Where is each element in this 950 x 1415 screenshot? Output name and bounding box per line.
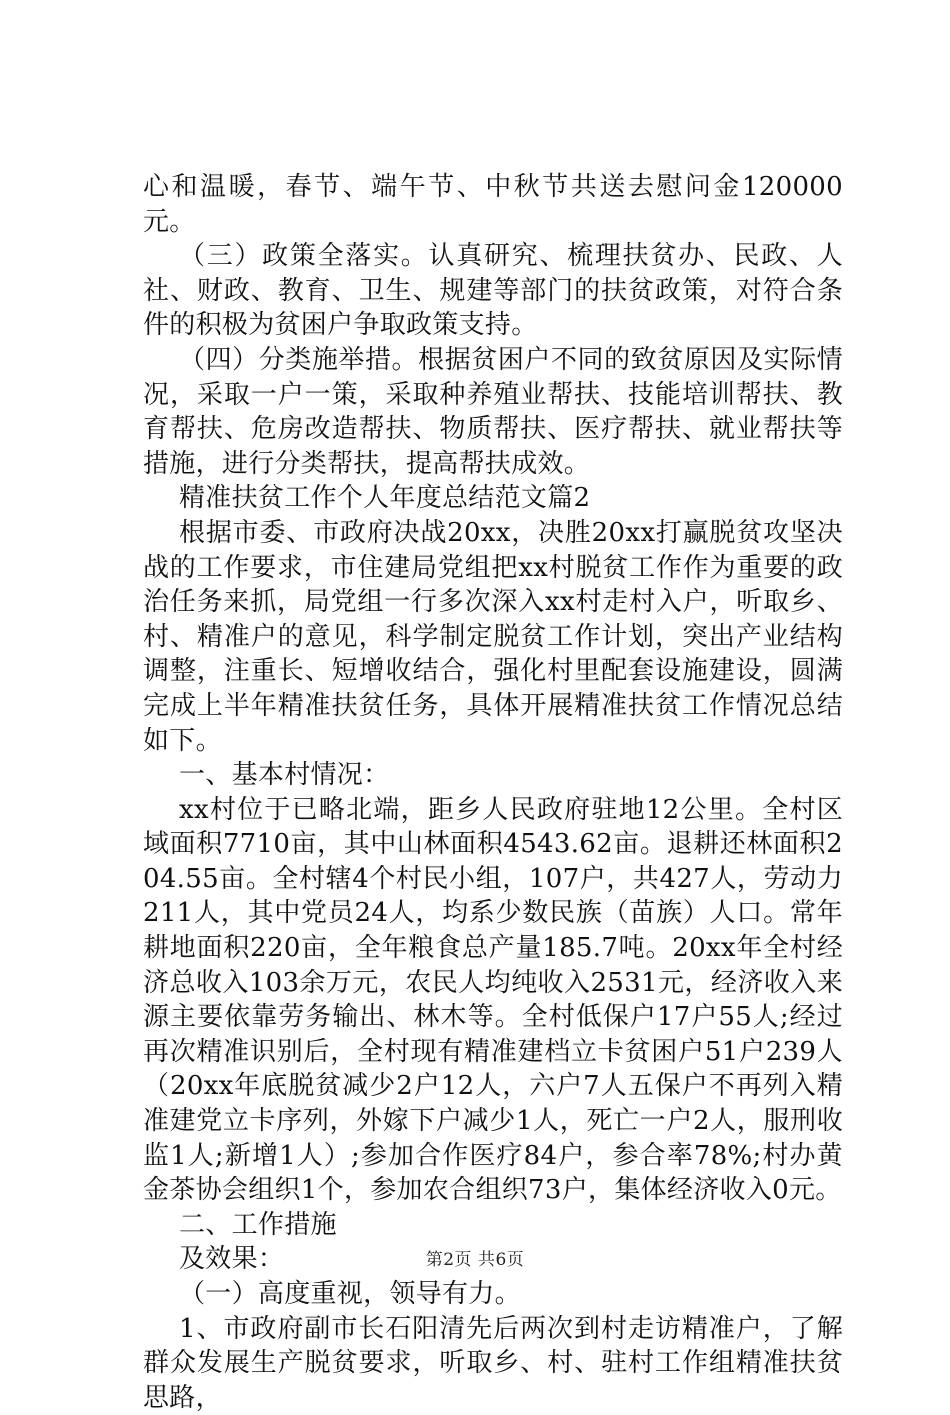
document-body	[143, 170, 843, 1415]
subheading-leadership: （一）高度重视，领导有力。	[179, 1279, 521, 1309]
heading-basic-village-info: 一、基本村情况：	[179, 760, 390, 791]
paragraph-policy-implementation: （三）政策全落实。认真研究、梳理扶贫办、民政、人社、财政、教育、卫生、规建等部门的扶贫政策，对符合条件的积极为贫困户争取政策支持。	[143, 241, 843, 341]
page-number-footer: 第2页 共6页	[425, 1250, 525, 1270]
section-title-part2: 精准扶贫工作个人年度总结范文篇2	[179, 483, 591, 514]
paragraph-village-statistics: xx村位于已略北端，距乡人民政府驻地12公里。全村区域面积7710亩，其中山林面积4543.62亩。退耕还林面积204.55亩。全村辖4个村民小组，107户，共427人，劳动力211人，其中党员24人，均系少数民族（苗族）人口。常年耕地面积220亩，全年粮食总产量185.7吨。20xx年全村经济总收入103余万元，农民人均纯收入2531元，经济收入来源主要依靠劳务输出、林木等。全村低保户17户55人;经过再次精准识别后，全村现有精准建档立卡贫困户51户239人（20xx年底脱贫减少2户12人，六户7人五保户不再列入精准建党立卡序列，外嫁下户减少1人，死亡一户2人，服刑收监1人;新增1人）;参加合作医疗84户，参合率78%;村办黄金茶协会组织1个，参加农合组织73户，集体经济收入0元。	[143, 794, 843, 1206]
paragraph-vice-mayor-visit: 1、市政府副市长石阳清先后两次到村走访精准户，了解群众发展生产脱贫要求，听取乡、村、驻村工作组精准扶贫思路，	[143, 1313, 843, 1413]
paragraph-introduction: 根据市委、市政府决战20xx，决胜20xx打赢脱贫攻坚决战的工作要求，市住建局党组把xx村脱贫工作作为重要的政治任务来抓，局党组一行多次深入xx村走村入户，听取乡、村、精准户的意见，科学制定脱贫工作计划，突出产业结构调整，注重长、短增收结合，强化村里配套设施建设，圆满完成上半年精准扶贫任务，具体开展精准扶贫工作情况总结如下。	[143, 517, 843, 756]
heading-work-measures: 二、工作措施	[179, 1209, 337, 1240]
paragraph-classified-measures: （四）分类施举措。根据贫困户不同的致贫原因及实际情况，采取一户一策，采取种养殖业帮扶、技能培训帮扶、教育帮扶、危房改造帮扶、物质帮扶、医疗帮扶、就业帮扶等措施，进行分类帮扶，提高帮扶成效。	[143, 344, 843, 479]
heading-work-effects: 及效果：	[179, 1244, 285, 1275]
paragraph-continuation: 心和温暖，春节、端午节、中秋节共送去慰问金120000元。	[143, 172, 843, 237]
